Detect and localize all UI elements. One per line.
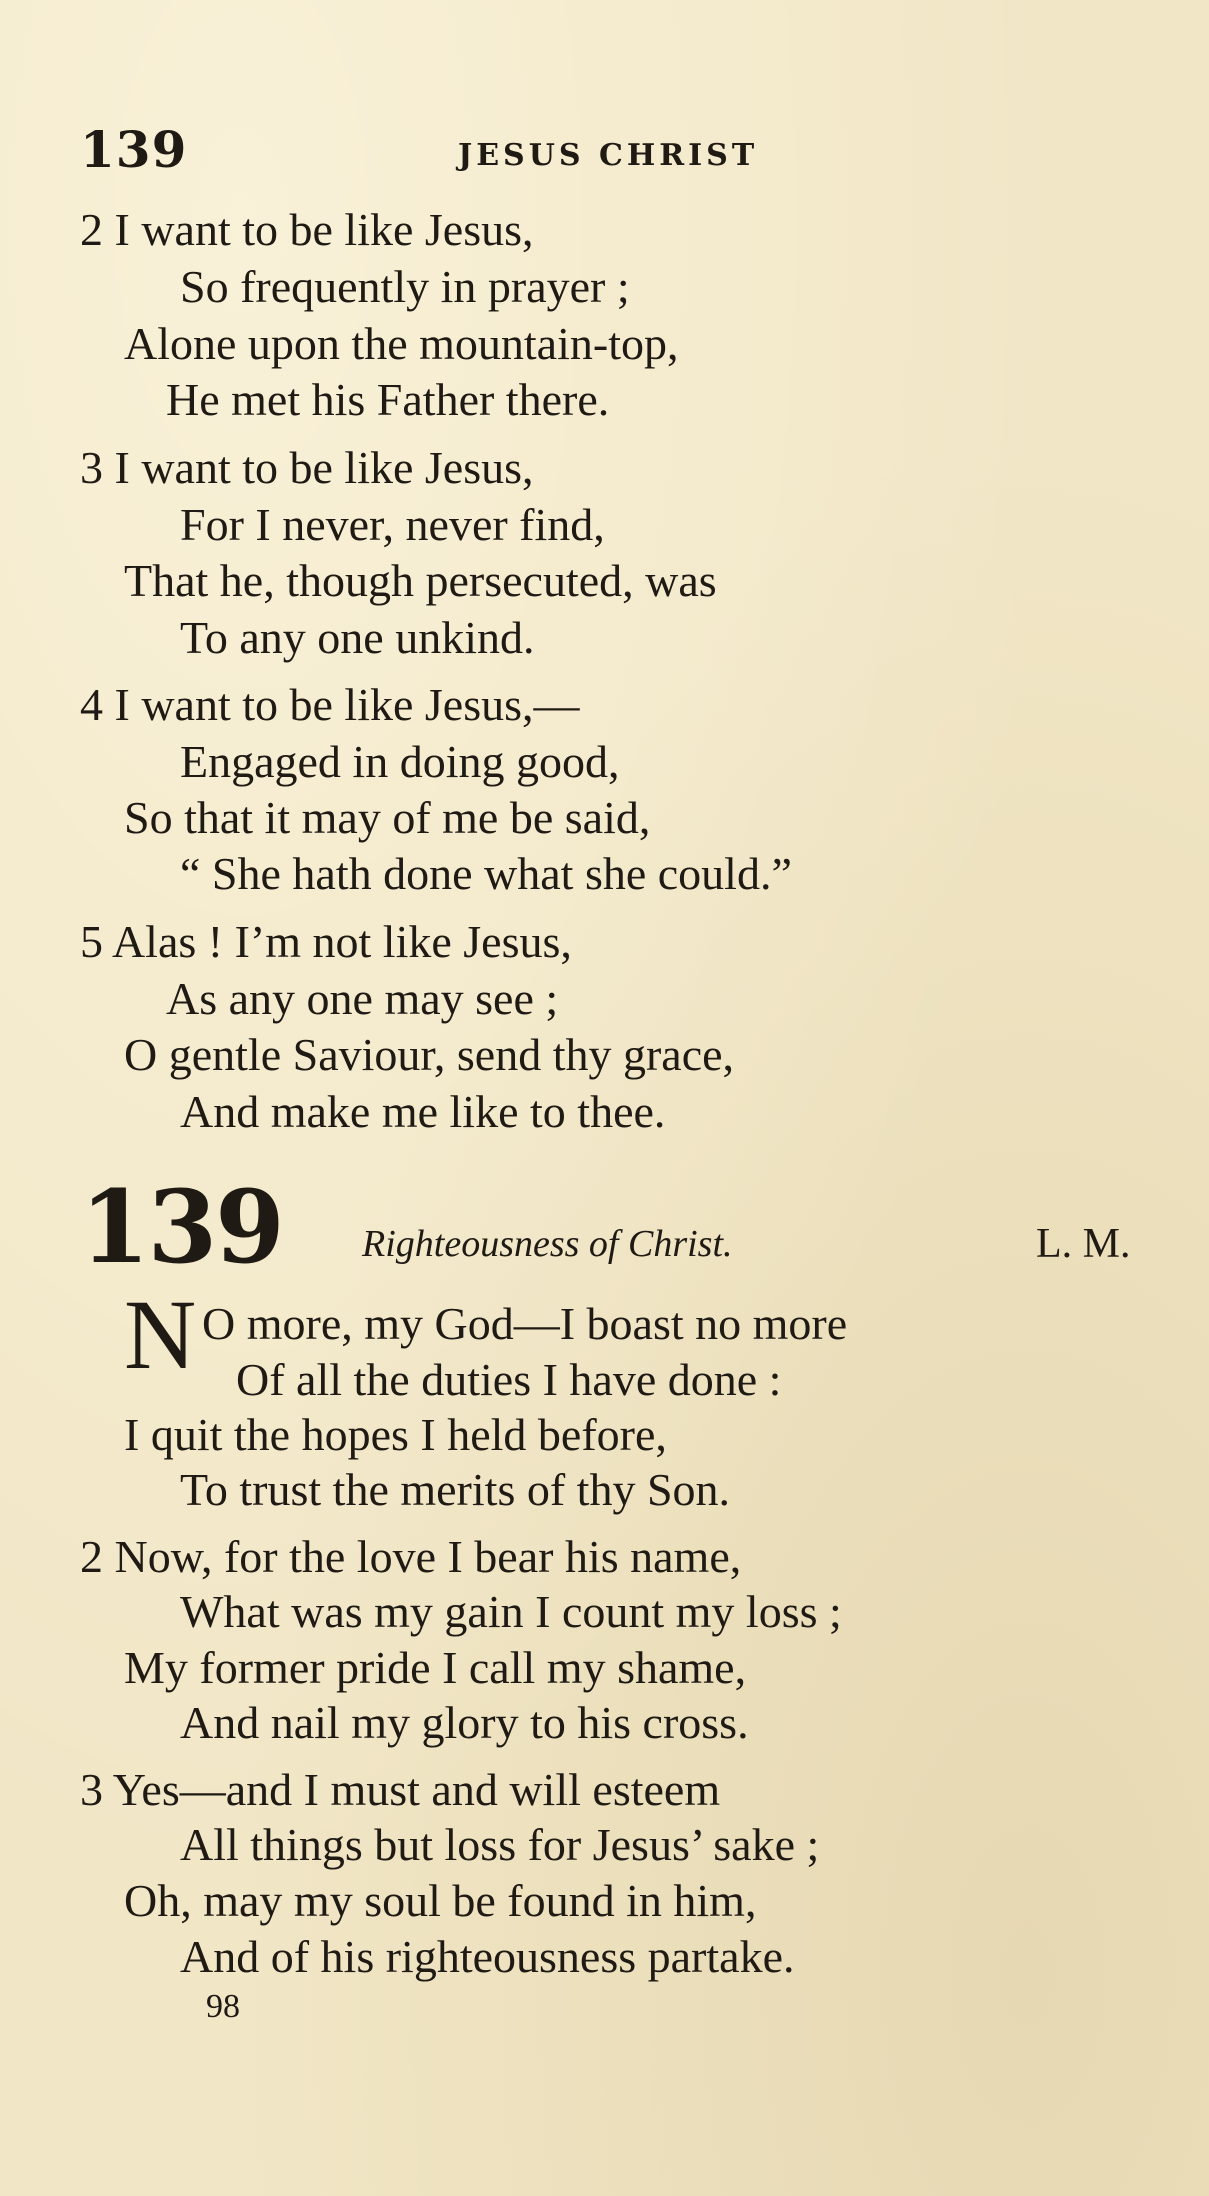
verse-line: And nail my glory to his cross. (180, 1697, 749, 1748)
verse-line: Of all the duties I have done : (236, 1354, 782, 1405)
verse-line: 5 Alas ! I’m not like Jesus, (80, 916, 572, 967)
verse-line: My former pride I call my shame, (124, 1642, 747, 1693)
drop-cap: N (124, 1279, 197, 1390)
verse-line: O gentle Saviour, send thy grace, (124, 1029, 735, 1080)
verse-line: I quit the hopes I held before, (124, 1409, 667, 1460)
verse-line: What was my gain I count my loss ; (180, 1586, 842, 1637)
verse-line: To trust the merits of thy Son. (180, 1464, 731, 1515)
hymn-number: 139 (80, 1168, 283, 1286)
verse-line: Engaged in doing good, (180, 736, 620, 787)
header-page-number: 139 (80, 120, 188, 179)
verse-line: 3 I want to be like Jesus, (80, 442, 534, 493)
verse-line: “ She hath done what she could.” (180, 848, 792, 899)
verse-line: And of his righteousness partake. (180, 1931, 795, 1982)
verse-line: Oh, may my soul be found in him, (124, 1875, 757, 1926)
verse-line: Alone upon the mountain-top, (124, 318, 679, 369)
verse-line: That he, though persecuted, was (124, 555, 717, 606)
verse-line: He met his Father there. (166, 374, 610, 425)
verse-line: 3 Yes—and I must and will esteem (80, 1764, 721, 1815)
verse-line: O more, my God—I boast no more (202, 1298, 848, 1349)
verse-line: All things but loss for Jesus’ sake ; (180, 1819, 820, 1870)
page-number: 98 (206, 1988, 240, 2025)
verse-line: So that it may of me be said, (124, 792, 651, 843)
verse-line: To any one unkind. (180, 612, 535, 663)
verse-line: 2 I want to be like Jesus, (80, 204, 534, 255)
verse-line: 2 Now, for the love I bear his name, (80, 1531, 742, 1582)
header-title: JESUS CHRIST (458, 138, 759, 173)
hymn-meter: L. M. (1036, 1221, 1131, 1267)
hymn-subject: Righteousness of Christ. (362, 1223, 733, 1265)
verse-line: And make me like to thee. (180, 1086, 666, 1137)
verse-line: So frequently in prayer ; (180, 261, 630, 312)
verse-line: As any one may see ; (166, 973, 559, 1024)
verse-line: 4 I want to be like Jesus,— (80, 679, 580, 730)
verse-line: For I never, never find, (180, 499, 605, 550)
